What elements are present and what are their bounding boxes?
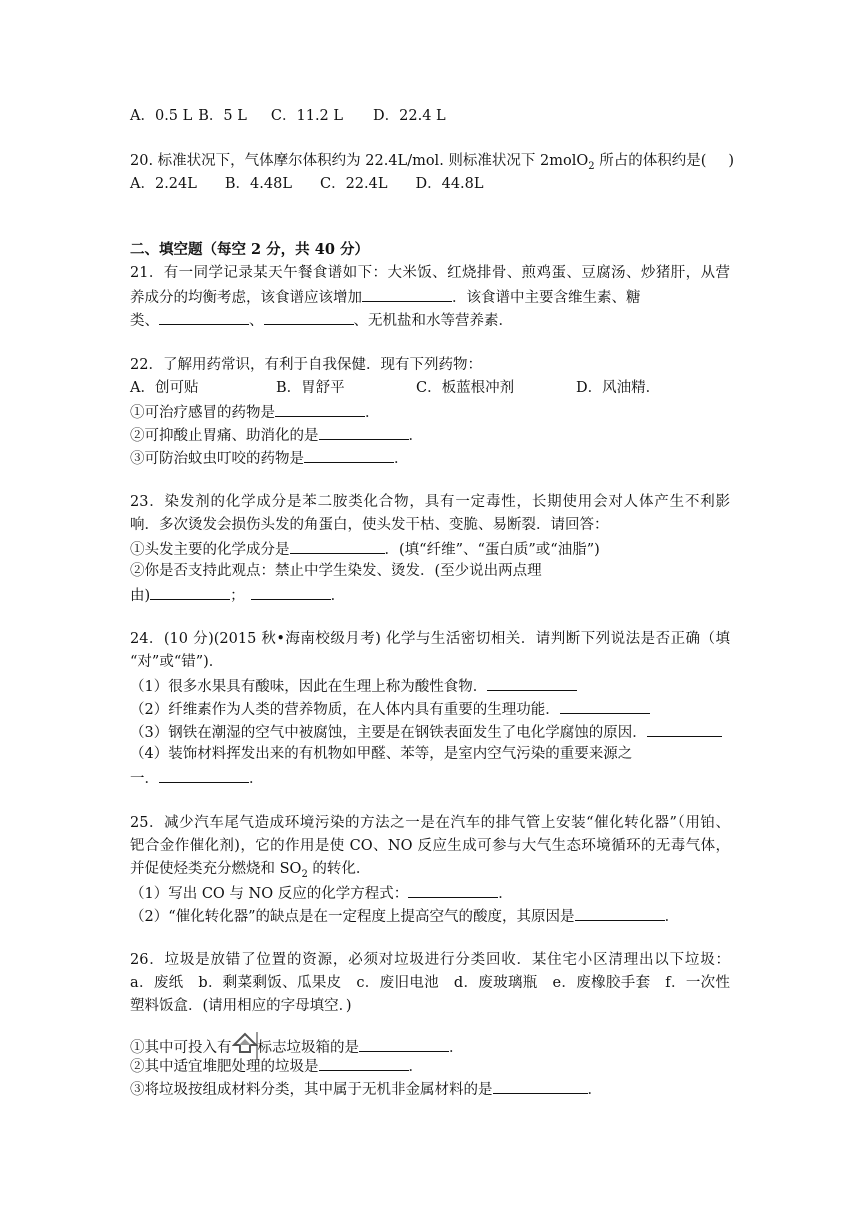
q26-line1: 26．垃圾是放错了位置的资源，必须对垃圾进行分类回收．某住宅小区清理出以下垃圾：: [130, 952, 730, 968]
q20-option-d: D．44.8L: [415, 176, 484, 192]
q22-line1: 22．了解用药常识，有利于自我保健．现有下列药物：: [130, 357, 482, 373]
q21-line3: 类、 、 、无机盐和水等营养素．: [130, 309, 513, 331]
q24-line1: 24．(10 分)(2015 秋•海南校级月考) 化学与生活密切相关．请判断下列说法是否正确（填: [130, 631, 730, 647]
answer-blank[interactable]: [290, 538, 385, 554]
q21-line1: 21．有一同学记录某天午餐食谱如下：大米饭、红烧排骨、煎鸡蛋、豆腐汤、炒猪肝，从营: [130, 265, 730, 281]
q21-line2: 养成分的均衡考虑，该食谱应该增加 ．该食谱中主要含维生素、糖: [130, 286, 641, 308]
q19-options: [130, 106, 446, 126]
q26-sub1: ①其中可投入有 标志垃圾箱的是 ．: [130, 1032, 464, 1060]
q19-option-c: C．11.2 L: [270, 108, 344, 124]
answer-blank[interactable]: [275, 401, 365, 417]
answer-blank[interactable]: [487, 675, 577, 691]
q25-sub1: （1）写出 CO 与 NO 反应的化学方程式： ．: [130, 882, 513, 904]
q26-sub3: ③将垃圾按组成材料分类，其中属于无机非金属材料的是 ．: [130, 1078, 602, 1100]
q22-sub1: ①可治疗感冒的药物是 ．: [130, 401, 380, 423]
section-title: 二、填空题（每空 2 分，共 40 分）: [130, 241, 369, 258]
answer-blank[interactable]: [150, 584, 230, 600]
answer-blank[interactable]: [647, 721, 722, 737]
q24-line2: “对”或“错”)．: [130, 654, 224, 670]
q23-sub2: ②你是否支持此观点：禁止中学生染发、烫发．(至少说出两点理: [130, 563, 542, 579]
q23-line2: 响．多次烫发会损伤头发的角蛋白，使头发干枯、变脆、易断裂．请回答：: [130, 517, 609, 533]
answer-blank[interactable]: [359, 1036, 449, 1052]
q25-sub2: （2）“催化转化器”的缺点是在一定程度上提高空气的酸度，其原因是 ．: [130, 905, 679, 927]
answer-blank[interactable]: [493, 1078, 588, 1094]
q23-line1: 23．染发剂的化学成分是苯二胺类化合物，具有一定毒性，长期使用会对人体产生不利影: [130, 494, 730, 510]
q22-option-d: D．风油精．: [576, 380, 661, 396]
q25-line3: 并促使烃类充分燃烧和 $SO_2$ 的转化．: [130, 861, 371, 880]
answer-blank[interactable]: [575, 905, 665, 921]
q26-sub2: ②其中适宜堆肥处理的垃圾是 ．: [130, 1055, 423, 1077]
answer-blank[interactable]: [560, 698, 650, 714]
q23-sub3: 由) ； ．: [130, 584, 345, 606]
q19-option-a: A．0.5 L: [130, 108, 193, 124]
q24-sub2: （2）纤维素作为人类的营养物质，在人体内具有重要的生理功能．: [130, 698, 650, 720]
q24-sub4: （4）装饰材料挥发出来的有机物如甲醛、苯等，是室内空气污染的重要来源之: [130, 746, 633, 762]
answer-blank[interactable]: [319, 424, 409, 440]
answer-blank[interactable]: [251, 584, 331, 600]
q24-sub3: （3）钢铁在潮湿的空气中被腐蚀，主要是在钢铁表面发生了电化学腐蚀的原因．: [130, 721, 722, 743]
answer-blank[interactable]: [159, 767, 249, 783]
answer-blank[interactable]: [159, 309, 249, 325]
q24-sub1: （1）很多水果具有酸味，因此在生理上称为酸性食物．: [130, 675, 577, 697]
q22-sub3: ③可防治蚊虫叮咬的药物是 ．: [130, 447, 409, 469]
q26-line3: 塑料饭盒．(请用相应的字母填空．): [130, 998, 352, 1014]
q22-sub2: ②可抑酸止胃痛、助消化的是 ．: [130, 424, 423, 446]
q23-sub1: ①头发主要的化学成分是 ．(填“纤维”、“蛋白质”或“油脂”): [130, 538, 600, 560]
q25-line2: 钯合金作催化剂)，它的作用是使 CO、NO 反应生成可参与大气生态环境循环的无毒气体，: [130, 838, 730, 854]
answer-blank[interactable]: [319, 1055, 409, 1071]
answer-blank[interactable]: [362, 286, 452, 302]
q26-line2: a．废纸 b．剩菜剩饭、瓜果皮 c．废旧电池 d．废玻璃瓶 e．废橡胶手套 f．一次性: [130, 975, 730, 991]
q20-option-b: B．4.48L: [224, 176, 292, 192]
q19-option-b: B．5 L: [198, 108, 247, 124]
answer-blank[interactable]: [408, 882, 498, 898]
q22-options: [130, 378, 660, 398]
q20-option-c: C．22.4L: [319, 176, 388, 192]
q19-option-d: D．22.4 L: [373, 108, 446, 124]
q20-options: [130, 174, 484, 194]
answer-blank[interactable]: [264, 309, 354, 325]
q22-option-b: B．胃舒平: [276, 380, 345, 396]
q22-option-a: A．创可贴: [130, 380, 199, 396]
answer-blank[interactable]: [304, 447, 394, 463]
q20-option-a: A．2.24L: [130, 176, 197, 192]
q24-sub5: 一． ．: [130, 767, 264, 789]
q20-stem: 20. 标准状况下，气体摩尔体积约为 22.4L/mol. 则标准状况下 2molO$_2$ 所占的体积约是( ): [130, 153, 735, 172]
q25-line1: 25．减少汽车尾气造成环境污染的方法之一是在汽车的排气管上安装“催化转化器”（用铂、: [130, 815, 730, 831]
q22-option-c: C．板蓝根冲剂: [416, 380, 515, 396]
